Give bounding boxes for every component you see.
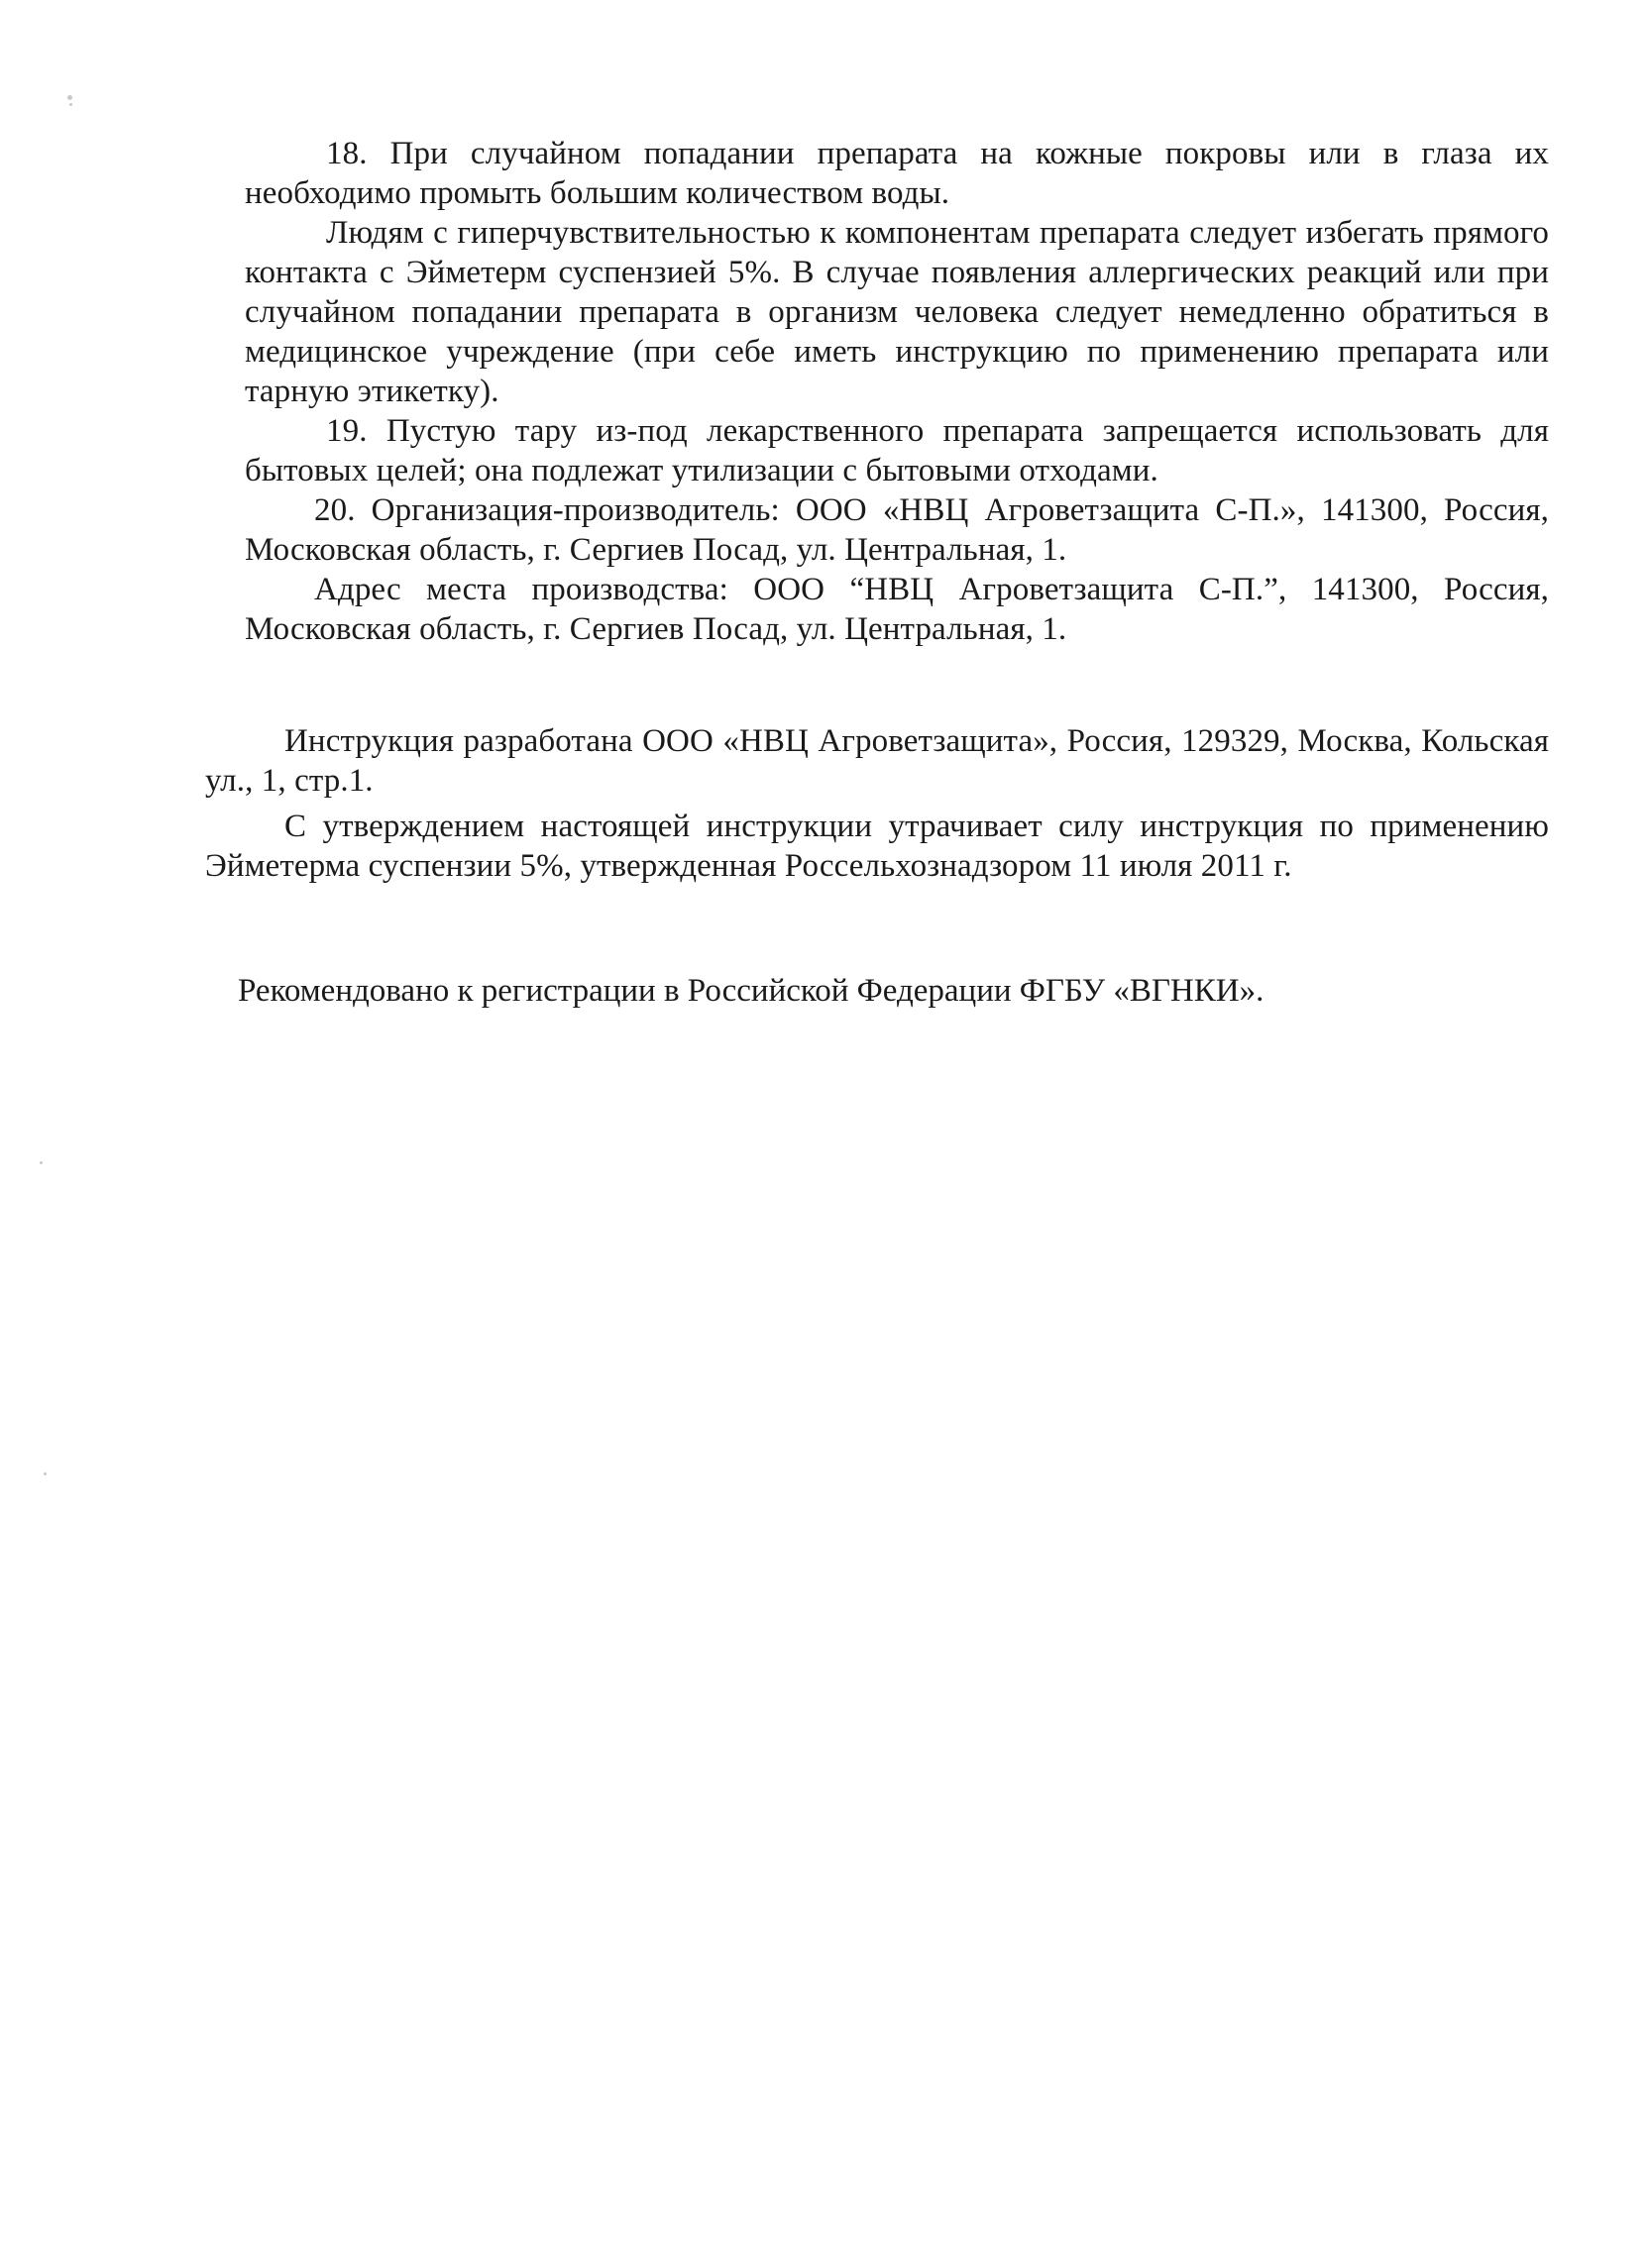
instruction-body <box>245 134 1549 649</box>
scan-speck <box>67 95 72 100</box>
paragraph-production-address: Адрес места производства: ООО “НВЦ Агроветзащита С-П.”, 141300, Россия, Московская область, г. Сергиев Посад, ул. Центральная, 1. <box>245 572 1549 647</box>
scan-speck <box>69 103 72 106</box>
paragraph-20: 20. Организация-производитель: ООО «НВЦ Агроветзащита С-П.», 141300, Россия, Московская область, г. Сергиев Посад, ул. Центральная, 1. <box>245 492 1549 568</box>
supersedes-line: С утверждением настоящей инструкции утрачивает силу инструкция по применению Эйметерма суспензии 5%, утвержденная Россельхознадзором 11 июля 2011 г. <box>205 809 1549 884</box>
developer-block <box>205 721 1549 886</box>
developer-line: Инструкция разработана ООО «НВЦ Агроветзащита», Россия, 129329, Москва, Кольская ул., 1, стр.1. <box>205 723 1549 799</box>
scan-speck <box>40 1161 43 1164</box>
paragraph-18: 18. При случайном попадании препарата на кожные покровы или в глаза их необходимо промыть большим количеством воды. <box>245 136 1549 211</box>
scan-speck <box>44 1472 47 1475</box>
recommendation-line: Рекомендовано к регистрации в Российской Федерации ФГБУ «ВГНКИ». <box>238 973 1264 1009</box>
paragraph-hypersensitivity: Людям с гиперчувствительностью к компонентам препарата следует избегать прямого контакта с Эйметерм суспензией 5%. В случае появления аллергических реакций или при случайном попадании препарата в организм человека следует немедленно обратиться в медицинское учреждение (при себе иметь инструкцию по применению препарата или тарную этикетку). <box>245 215 1549 409</box>
paragraph-19: 19. Пустую тару из-под лекарственного препарата запрещается использовать для бытовых целей; она подлежат утилизации с бытовыми отходами. <box>245 413 1549 488</box>
